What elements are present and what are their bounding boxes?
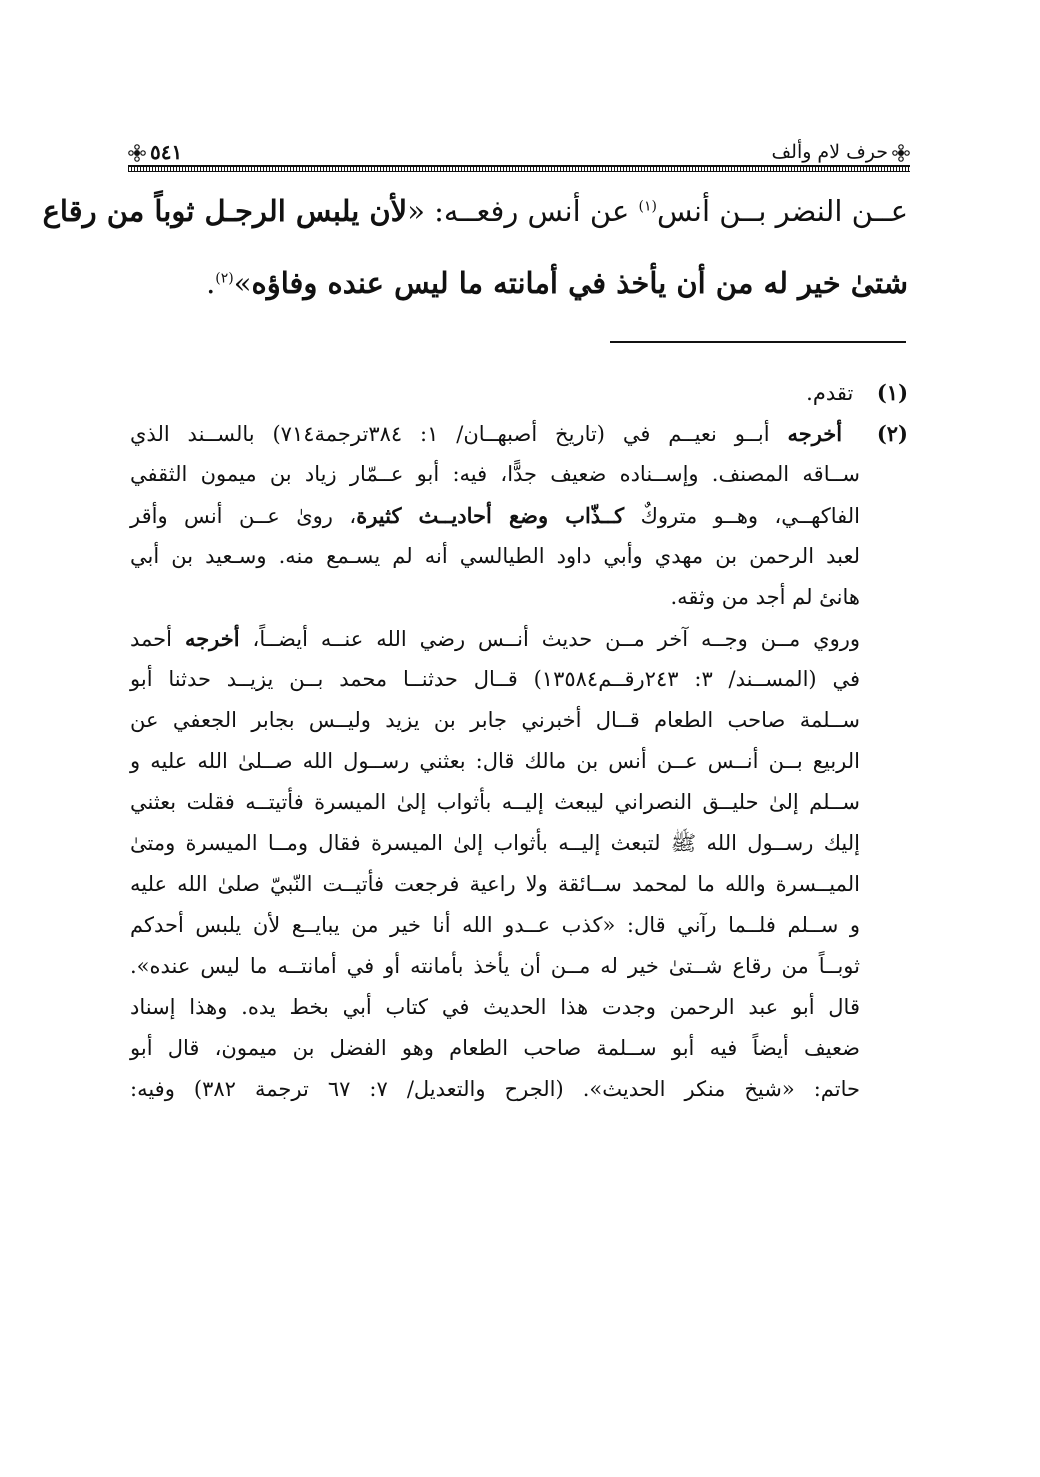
footnote-2-line: ثوبــاً من رقاع شــتىٰ خير له مــن أن يأخذ بأمانته أو في أمانتــه ما ليس عنده». [130,954,860,978]
footnote-2-line: الفاكهــي، وهــو متروكٌ كــذّاب وضع أحاديــث كثيرة، روىٰ عــن أنس وأقر [130,503,861,528]
footnote-2-line: الربيع بــن أنــس عــن أنس بن مالك قال: بعثني رســول الله صــلىٰ الله عليه و [130,749,860,773]
footnote-2-line: الميــسرة والله ما لمحمد ســائقة ولا راعية فرجعت فأتيــت النّبيّ صلىٰ الله عليه [130,872,860,896]
footnote-number: (٢) [876,421,908,446]
floral-ornament-icon [890,142,912,164]
page-header [128,138,910,176]
footnote-2-line: في (المســند/ ٣: ٢٤٣رقــم١٣٥٨٤) قــال حدثنــا محمد بــن يزيــد حدثنا أبو [130,667,860,691]
footnote-text: تقدم. [806,381,854,405]
chapter-title: حرف لام وألف [771,141,888,163]
footnote-2-line: ســلم إلىٰ حليــق النصراني ليبعث إليــه بأثواب إلىٰ الميسرة فأتيتــه فقلت بعثني [130,790,860,814]
footnote-ref: (١) [638,198,657,215]
footnote-2-line: (٢) أخرجه أبــو نعيــم في (تاريخ أصبهــان/ ١: ٣٨٤ترجمة٧١٤) بالســند الذي [130,413,908,454]
footnote-number: (١) [876,380,908,405]
main-text [42,190,908,334]
footnote-2-line: قال أبو عبد الرحمن وجدت هذا الحديث في كتاب أبي بخط يده. وهذا إسناد [130,995,860,1019]
footnote-2-line: إليك رســول الله ﷺ لتبعث إليــه بأثواب إلىٰ الميسرة فقال ومــا الميسرة ومتىٰ [130,831,860,855]
footnote-ref: (٢) [215,270,234,287]
footnote-2-line: وروي مــن وجــه آخر مــن حديث أنــس رضي الله عنــه أيضــاً، أخرجه أحمد [130,626,861,651]
page-number: ٥٤١ [150,140,183,164]
floral-ornament-icon [126,142,148,164]
footnote-2-line: ســاقه المصنف. وإســناده ضعيف جدًّا، فيه: أبو عــمّار زياد بن ميمون الثقفي [130,462,860,486]
footnote-2-line: ســلمة صاحب الطعام قــال أخبرني جابر بن يزيد وليــس بجابر الجعفي عن [130,708,860,732]
footnote-2-line: حاتم: «شيخ منكر الحديث». (الجرح والتعديل/ ٧: ٦٧ ترجمة ٣٨٢) وفيه: [130,1077,861,1101]
footnote-2-line: و ســلم فلــما رآني قال: «كذب عــدو الله أنا خير من يبايــع لأن يلبس أحدكم [130,913,860,937]
header-divider [128,165,910,172]
footnote-1 [130,372,908,413]
main-line: عــن النضر بــن أنس$^{(١)}$ عن أنس رفعــه: «لأن يلبس الرجـل ثوباً من رقاع [42,194,908,228]
main-line: شتىٰ خير له من أن يأخذ في أمانته ما ليس عنده وفاؤه»$^{(٢)}$. [206,266,908,300]
footnote-2-line: ضعيف أيضاً فيه أبو ســلمة صاحب الطعام وهو الفضل بن ميمون، قال أبو [130,1036,860,1060]
footnote-divider [610,341,906,343]
footnotes [130,372,908,1110]
footnote-2-line: هانئ لم أجد من وثقه. [670,585,860,609]
footnote-2-line: لعبد الرحمن بن مهدي وأبي داود الطيالسي أنه لم يسـمع منه. وسـعيد بن أبي [130,544,860,568]
